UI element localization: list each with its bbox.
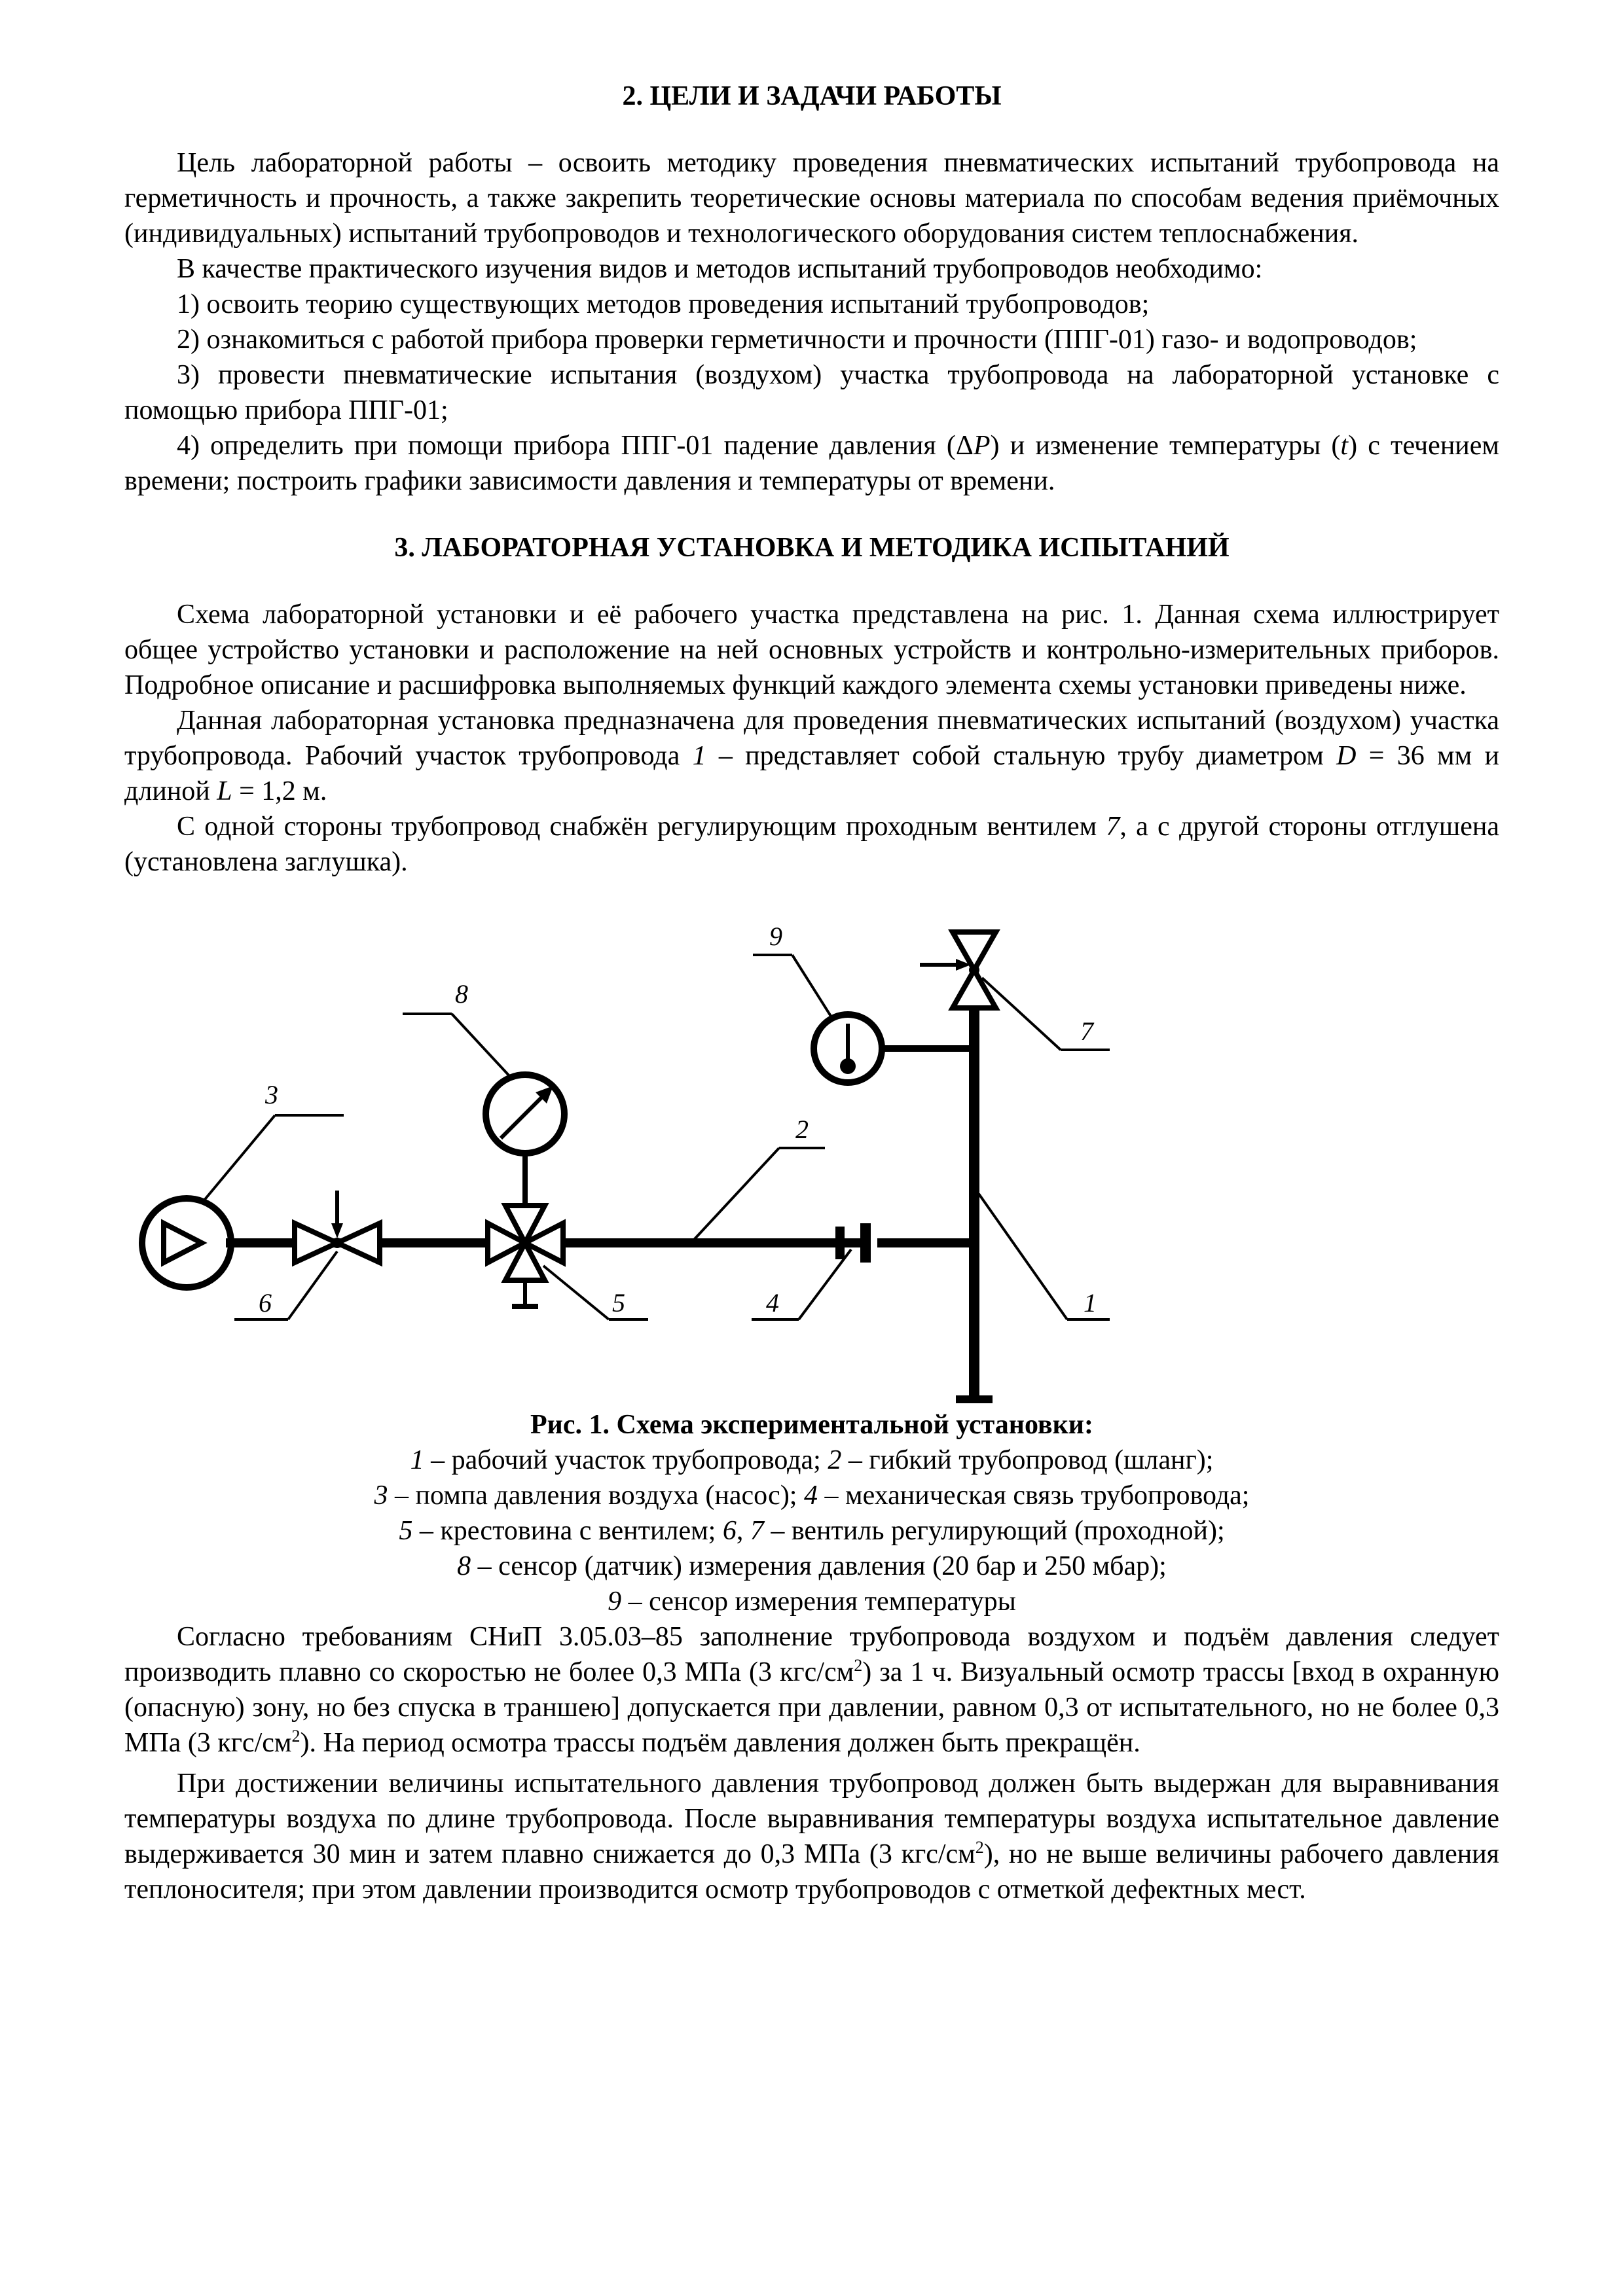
task-item-4-b: ) и изменение температуры ( — [990, 431, 1341, 461]
leader-4 — [799, 1249, 851, 1319]
valve-6-right — [337, 1223, 380, 1263]
cap3-b: – вентиль регулирующий (проходной); — [763, 1516, 1225, 1546]
task-item-3: 3) провести пневматические испытания (воздухом) участка трубопровода на лабораторной установке с помощью прибора ППГ-01; — [124, 360, 1499, 425]
label-9: 9 — [769, 922, 782, 951]
label-3: 3 — [265, 1080, 278, 1109]
cap2-n4: 4 — [803, 1480, 818, 1511]
sec2-paragraph-2: В качестве практического изучения видов и методов испытаний трубопроводов необходимо: — [177, 254, 1263, 284]
caption-title: Рис. 1. Схема экспериментальной установки: — [530, 1410, 1093, 1440]
caption-line-3 — [124, 1513, 1499, 1549]
cap2-b: – механическая связь трубопровода; — [817, 1480, 1250, 1511]
cap2-a: – помпа давления воздуха (насос); — [388, 1480, 804, 1511]
sec3-p2-n1: 1 — [692, 741, 706, 771]
cap1-n1: 1 — [410, 1445, 424, 1475]
section-2-title: 2. ЦЕЛИ И ЗАДАЧИ РАБОТЫ — [622, 81, 1002, 111]
leader-8 — [452, 1014, 511, 1077]
task-item-4-p: P — [973, 431, 991, 461]
cap3-a: – крестовина с вентилем; — [412, 1516, 723, 1546]
cap2-n3: 3 — [374, 1480, 388, 1511]
cap1-n2: 2 — [828, 1445, 842, 1475]
sec3-paragraph-3 — [124, 809, 1499, 880]
sec3-p2-a: Данная лабораторная установка предназначена для проведения пневматических испытаний (воздухом) участка трубопровода. Рабочий участок трубопровода — [124, 706, 1499, 771]
leader-1 — [979, 1194, 1067, 1319]
after-p1-sup2: 2 — [291, 1727, 301, 1746]
sec3-p3-b: , а с другой стороны отглушена (установлена заглушка). — [124, 812, 1499, 877]
after-p2-a: При достижении величины испытательного давления трубопровод должен быть выдержан для выравнивания температуры воздуха по длине трубопровода. После выравнивания температуры воздуха испытательное давление выдерживается 30 мин и затем плавно снижается до 0,3 МПа (3 кгс/см — [124, 1768, 1499, 1869]
after-p2-b: ), но не выше величины рабочего давления теплоносителя; при этом давлении производится осмотр трубопроводов с отметкой дефектных мест. — [124, 1839, 1499, 1905]
task-item-4-c: ) с течением времени; построить графики зависимости давления и температуры от времени. — [124, 431, 1499, 496]
figure-caption — [124, 1407, 1499, 1619]
sec2-paragraph-1: Цель лабораторной работы – освоить методику проведения пневматических испытаний трубопровода на герметичность и прочность, а также закрепить теоретические основы материала по способам ведения приёмочных (индивидуальных) испытаний трубопроводов и технологического оборудования систем теплоснабжения. — [124, 148, 1499, 249]
sec3-p3-n7: 7 — [1106, 812, 1120, 842]
valve-6-center — [332, 1238, 342, 1248]
sec3-p3-a: С одной стороны трубопровод снабжён регулирующим проходным вентилем — [177, 812, 1106, 842]
cap4-a: – сенсор (датчик) измерения давления (20 бар и 250 мбар); — [471, 1551, 1167, 1581]
task-item-4-t: t — [1340, 431, 1349, 461]
sec3-p2-b: – представляет собой стальную трубу диаметром — [706, 741, 1337, 771]
label-2: 2 — [795, 1115, 809, 1144]
cap3-sep: , — [736, 1516, 750, 1546]
label-7: 7 — [1080, 1016, 1093, 1046]
pump-triangle — [164, 1223, 202, 1263]
task-item-1: 1) освоить теорию существующих методов проведения испытаний трубопроводов; — [177, 289, 1150, 319]
caption-line-2 — [124, 1478, 1499, 1513]
leader-7 — [982, 978, 1061, 1050]
valve-6-arrow — [331, 1223, 343, 1238]
after-paragraph-1 — [124, 1619, 1499, 1761]
figure-1 — [124, 893, 1499, 1403]
valve-6-left — [295, 1223, 337, 1263]
sec3-p2-c: = 36 мм и длиной — [124, 741, 1499, 806]
sec3-paragraph-1: Схема лабораторной установки и её рабочего участка представлена на рис. 1. Данная схема иллюстрирует общее устройство установки и расположение на ней основных устройств и контрольно-измерительных приборов. Подробное описание и расшифровка выполняемых функций каждого элемента схемы установки приведены ниже. — [124, 600, 1499, 700]
label-8: 8 — [455, 979, 468, 1009]
after-paragraph-2 — [124, 1766, 1499, 1907]
cap3-n6: 6 — [722, 1516, 737, 1546]
label-4: 4 — [766, 1288, 779, 1318]
label-6: 6 — [259, 1288, 272, 1318]
leader-2 — [694, 1148, 779, 1240]
thermo-bulb — [840, 1058, 856, 1074]
cap5-a: – сенсор измерения температуры — [621, 1587, 1016, 1617]
task-item-2: 2) ознакомиться с работой прибора проверки герметичности и прочности (ППГ-01) газо- и водопроводов; — [177, 325, 1417, 355]
leader-5 — [543, 1266, 609, 1319]
after-p1-sup1: 2 — [854, 1656, 863, 1675]
schematic-diagram — [124, 893, 1499, 1403]
leader-9 — [792, 955, 831, 1017]
section-3-title: 3. ЛАБОРАТОРНАЯ УСТАНОВКА И МЕТОДИКА ИСПЫТАНИЙ — [394, 533, 1230, 563]
sec3-paragraph-2 — [124, 703, 1499, 809]
task-item-4 — [124, 428, 1499, 499]
task-item-4-a: 4) определить при помощи прибора ППГ-01 падение давления (Δ — [177, 431, 974, 461]
valve-7-bottom — [953, 970, 996, 1008]
sec3-p2-d: = 1,2 м. — [232, 776, 327, 806]
sec3-p2-L: L — [217, 776, 232, 806]
cap1-b: – гибкий трубопровод (шланг); — [841, 1445, 1214, 1475]
cap4-n8: 8 — [457, 1551, 471, 1581]
leader-3 — [203, 1115, 275, 1202]
label-1: 1 — [1084, 1288, 1097, 1318]
label-5: 5 — [612, 1288, 625, 1318]
cap1-a: – рабочий участок трубопровода; — [424, 1445, 828, 1475]
after-p1-c: ). На период осмотра трассы подъём давления должен быть прекращён. — [300, 1728, 1140, 1758]
cap3-n5: 5 — [399, 1516, 413, 1546]
caption-line-4 — [124, 1549, 1499, 1584]
cap5-n9: 9 — [608, 1587, 622, 1617]
caption-line-1 — [124, 1443, 1499, 1478]
cap3-n7: 7 — [750, 1516, 764, 1546]
sec3-p2-D: D — [1336, 741, 1357, 771]
caption-line-5 — [124, 1584, 1499, 1619]
after-p2-sup: 2 — [975, 1838, 984, 1857]
page — [124, 65, 1499, 1907]
after-p1-a: Согласно требованиям СНиП 3.05.03–85 заполнение трубопровода воздухом и подъём давления следует производить плавно со скоростью не более 0,3 МПа (3 кгс/см — [124, 1622, 1499, 1687]
valve-7-center — [969, 965, 979, 975]
after-p1-b: ) за 1 ч. Визуальный осмотр трассы [вход в охранную (опасную) зону, но без спуска в траншею] допускается при давлении, равном 0,3 от испытательного, но не более 0,3 МПа (3 кгс/см — [124, 1657, 1499, 1758]
